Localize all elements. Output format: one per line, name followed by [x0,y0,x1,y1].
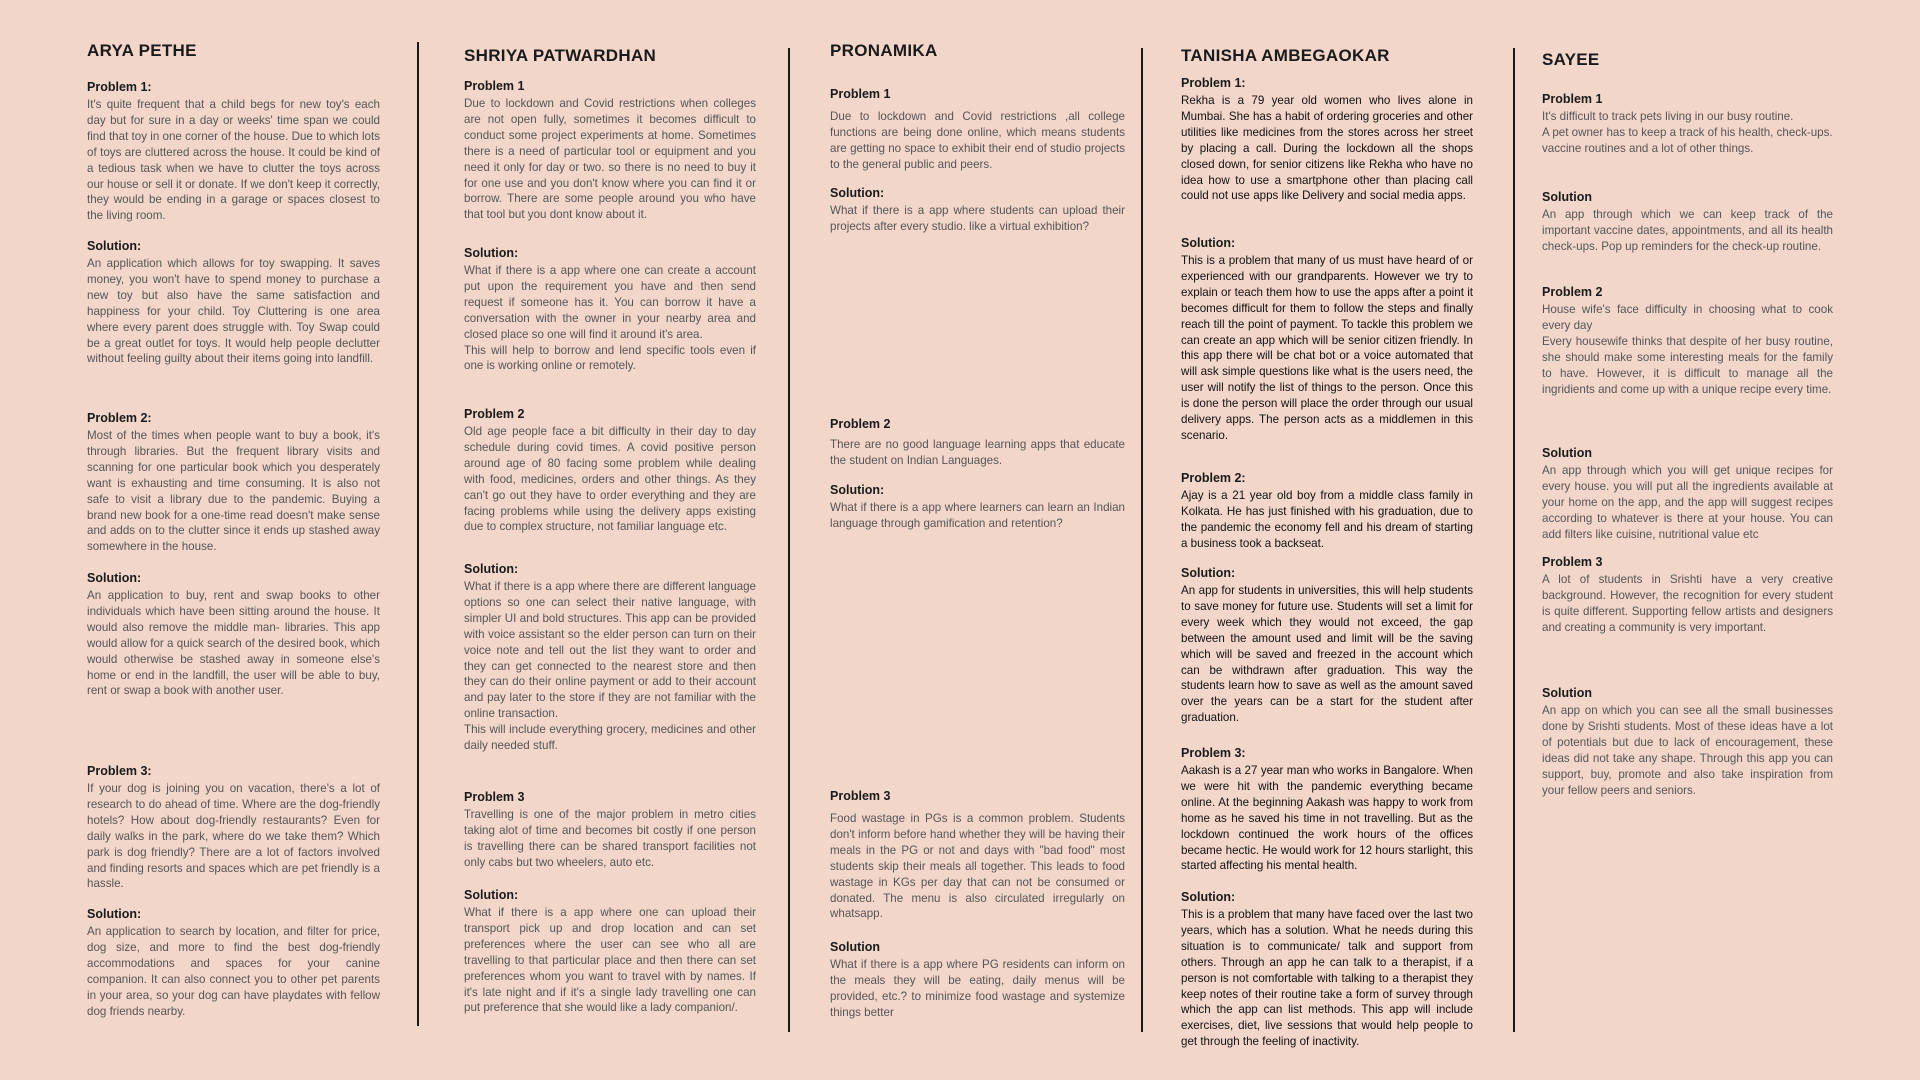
solution-text: What if there is a app where there are different language options so one can select their native language, with simpler UI and bold structures. This app can be provided with voice assistant so the elder person can turn on their voice note and tell out the list they want to order and they can get connected to the nearest store and then they can do their online payment or add to their account and pay later to the store if they are not familiar with the online transaction. This will include everything grocery, medicines and other daily needed stuff. [464,580,756,753]
solution-block [87,571,380,699]
solution-text: What if there is a app where learners can learn an Indian language through gamification and retention? [830,501,1125,530]
solution-label: Solution: [1181,890,1236,904]
solution-block [830,186,1125,235]
problem-label: Problem 2: [1181,471,1246,485]
member-name: PRONAMIKA [830,41,938,60]
problem-text: Due to lockdown and Covid restrictions when colleges are not open fully, sometimes it becomes difficult to conduct some project experiments at home. Sometimes there is a need of particular tool or equipment and you need it only for day or two. so there is no need to buy it for one use and you don't know where you can find it or borrow. There are some people around you who have that tool but you dont know about it. [464,97,756,222]
solution-block [87,907,380,1019]
problem-label: Problem 1: [1181,76,1246,90]
problem-label: Problem 2 [830,417,891,431]
solution-text: What if there is a app where PG residents can inform on the meals they will be eating, daily menus will be provided, etc.? to minimize food wastage and systemize things better [830,958,1125,1019]
solution-label: Solution: [1181,566,1236,580]
solution-label: Solution: [464,562,519,576]
problem-block [87,80,380,224]
solution-block [1542,686,1833,798]
problem-text: A lot of students in Srishti have a very creative background. However, the recognition for every student is quite different. Supporting fellow artists and designers and creating a community is very important. [1542,573,1833,634]
problem-block [830,789,1125,922]
problem-block [464,407,756,535]
solution-block [464,562,756,754]
problem-label: Problem 1 [1542,92,1603,106]
problem-block [464,79,756,223]
solution-label: Solution [1542,446,1592,460]
solution-block [464,888,756,1016]
column-pronamika [830,0,1125,1080]
problem-label: Problem 1: [87,80,152,94]
solution-text: What if there is a app where students can upload their projects after every studio. like a virtual exhibition? [830,204,1125,233]
solution-block [1542,190,1833,255]
problem-label: Problem 3 [464,790,525,804]
problem-block [87,411,380,555]
problem-label: Problem 3 [1542,555,1603,569]
member-name: TANISHA AMBEGAOKAR [1181,46,1390,65]
solution-text: An application to buy, rent and swap books to other individuals which have been sitting around the house. It would also remove the middle man- libraries. This app would allow for a quick search of the desired book, which would otherwise be stashed away in someone else's home or end in the landfill, the user will be able to buy, rent or swap a book with another user. [87,589,380,698]
problem-block [1181,746,1473,874]
solution-text: An app through which we can keep track of the important vaccine dates, appointments, and all its health check-ups. Pop up reminders for the check-up routine. [1542,208,1833,253]
problem-block [830,417,1125,469]
problem-label: Problem 1 [464,79,525,93]
solution-block [464,246,756,374]
solution-text: What if there is a app where one can create a account put upon the requirement you have and then send request if someone has it. You can borrow it have a conversation with the owner in your nearby area and closed place so one will find it around it's area. This will help to borrow and lend specific tools even if one is working online or remotely. [464,264,756,373]
solution-text: An app on which you can see all the small businesses done by Srishti students. Most of these ideas have a lot of potentials but due to lack of encouragement, these ideas did not take any shape. Through this app you can support, buy, promote and also take inspiration from your fellow peers and seniors. [1542,704,1833,797]
solution-label: Solution: [464,246,519,260]
column-sayee [1542,0,1833,1080]
solution-block [830,483,1125,532]
solution-text: An application to search by location, and filter for price, dog size, and more to find the best dog-friendly accommodations and spaces for your canine companion. It can also connect you to other pet parents in your area, so your dog can have playdates with fellow dog friends nearby. [87,925,380,1018]
problem-label: Problem 3: [87,764,152,778]
solution-block [830,940,1125,1021]
solution-block [87,239,380,367]
problem-text: House wife's face difficulty in choosing what to cook every day Every housewife thinks that despite of her busy routine, she should make some interesting meals for the family to have. However, it is difficult to manage all the ingridients and come up with a unique recipe every time. [1542,303,1833,396]
column-divider-1 [417,42,419,1026]
solution-text: An application which allows for toy swapping. It saves money, you won't have to spend money to purchase a new toy but also have the same satisfaction and happiness for your child. Toy Cluttering is one area where every parent does struggle with. Toy Swap could be a great outlet for toys. It would help people declutter without feeling guilty about their items going into landfill. [87,257,380,366]
problem-text: Ajay is a 21 year old boy from a middle class family in Kolkata. He has just finished with his graduation, due to the pandemic the economy fell and his dream of starting a business took a backseat. [1181,489,1473,550]
problem-text: Food wastage in PGs is a common problem. Students don't inform before hand whether they will be having their meals in the PG or not and days with "bad food" most students skip their meals all together. This leads to food wastage in KGs per day that can not be consumed or donated. The menu is also circulated irregularly on whatsapp. [830,812,1125,921]
problem-block [1542,285,1833,397]
problem-text: Rekha is a 79 year old women who lives alone in Mumbai. She has a habit of ordering groceries and other utilities like medicines from the stores across her street by placing a call. During the lockdown all the shops closed down, for senior citizens like Rekha who have no idea how to use a smartphone other than placing call could not use apps like Delivery and social media apps. [1181,94,1473,203]
problem-text: Aakash is a 27 year man who works in Bangalore. When we were hit with the pandemic everything became online. At the beginning Aakash was happy to work from home as he saved his time in not travelling. But as the lockdown continued the work hours of the offices became hectic. He would work for 12 hours starlight, this started affecting his mental health. [1181,764,1473,873]
solution-label: Solution: [830,483,885,497]
problem-block [830,87,1125,173]
solution-block [1181,236,1473,444]
column-arya-pethe [87,0,380,1080]
problem-label: Problem 3: [1181,746,1246,760]
solution-label: Solution [830,940,880,954]
problem-block [1181,471,1473,552]
problem-block [87,764,380,892]
solution-label: Solution: [87,907,142,921]
member-name: ARYA PETHE [87,41,197,60]
problem-label: Problem 1 [830,87,891,101]
problem-label: Problem 3 [830,789,891,803]
solution-text: An app through which you will get unique recipes for every house. you will put all the ingredients available at your home on the app, and the app will suggest recipes according to whatever is there at your house. You can add filters like cuisine, nutritional value etc [1542,464,1833,541]
solution-label: Solution [1542,686,1592,700]
solution-label: Solution: [830,186,885,200]
solution-text: This is a problem that many of us must have heard of or experienced with our grandparents. However we try to explain or teach them how to use the apps after a point it becomes difficult for them to follow the steps and finally reach till the point of payment. To tackle this problem we can create an app which will be senior citizen friendly. In this app there will be chat bot or a voice automated that will ask simple questions like what is the users need, the user will notify the list of things to the person. Once this is done the person will place the order through our usual delivery apps. The person acts as a middlemen in this scenario. [1181,254,1473,442]
solution-text: This is a problem that many have faced over the last two years, which has a solution. What he needs during this situation is to communicate/ talk and support from others. Through an app he can talk to a therapist, if a person is not comfortable with talking to a therapist they keep notes of their routine take a form of survey through which the app can list methods. This app will include exercises, diet, live sessions that would help people to get through the feeling of inactivity. [1181,908,1473,1049]
problem-text: It's quite frequent that a child begs for new toy's each day but for sure in a day or weeks' time span we could find that toy in one corner of the house. Due to which lots of toys are cluttered across the house. It could be kind of a tedious task when we have to clutter the toys across our house or sell it or donate. If we don't keep it correctly, they would be ending in a garage or spaces closest to the living room. [87,98,380,223]
problem-text: If your dog is joining you on vacation, there's a lot of research to do ahead of time. Where are the dog-friendly hotels? How about dog-friendly restaurants? Even for daily walks in the park, where do we take them? Which park is dog friendly? There are a lot of factors involved and finding resorts and spaces which are pet friendly is a hassle. [87,782,380,891]
column-divider-3 [1141,48,1143,1032]
problem-block [1181,76,1473,204]
solution-block [1542,446,1833,543]
problem-text: There are no good language learning apps that educate the student on Indian Languages. [830,438,1125,467]
solution-block [1181,890,1473,1050]
solution-label: Solution: [464,888,519,902]
solution-block [1181,566,1473,726]
problem-text: It's difficult to track pets living in our busy routine. A pet owner has to keep a track of his health, check-ups. vaccine routines and a lot of other things. [1542,110,1833,155]
problem-label: Problem 2 [464,407,525,421]
solution-label: Solution [1542,190,1592,204]
solution-text: An app for students in universities, this will help students to save money for future use. Students will set a limit for every week which they would not exceed, the gap between the amount used and limit will be the saving which will be saved and freezed in the account which can be withdrawn after graduation. This way the students learn how to save as well as the amount saved over the years can be a start for the student after graduation. [1181,584,1473,725]
column-divider-2 [788,48,790,1032]
solution-text: What if there is a app where one can upload their transport pick up and drop location and can set preferences where the user can see who all are travelling to that particular place and then there can set preferences whom you want to travel with by names. If it's late night and if it's a single lady travelling one can put preference that she would like a lady companion/. [464,906,756,1015]
problem-block [464,790,756,871]
problem-text: Due to lockdown and Covid restrictions ,all college functions are being done online, which means students are getting no space to exhibit their end of studio projects to the general public and peers. [830,110,1125,171]
solution-label: Solution: [87,239,142,253]
solution-label: Solution: [1181,236,1236,250]
problem-label: Problem 2: [87,411,152,425]
problem-block [1542,92,1833,157]
column-tanisha-ambegaokar [1181,0,1473,1080]
problem-text: Travelling is one of the major problem in metro cities taking alot of time and becomes bit costly if one person is travelling there can be shared transport facilities not only cabs but two wheelers, auto etc. [464,808,756,869]
solution-label: Solution: [87,571,142,585]
column-divider-4 [1513,48,1515,1032]
member-name: SHRIYA PATWARDHAN [464,46,657,65]
column-shriya-patwardhan [464,0,756,1080]
problem-text: Old age people face a bit difficulty in their day to day schedule during covid times. A covid positive person around age of 80 facing some problem while dealing with food, medicines, orders and other things. As they can't go out they have to order everything and they are facing problems while using the delivery apps existing due to complex structure, not familiar language etc. [464,425,756,534]
member-name: SAYEE [1542,50,1600,69]
problem-label: Problem 2 [1542,285,1603,299]
problem-text: Most of the times when people want to buy a book, it's through libraries. But the frequent library visits and scanning for one particular book which you desperately want is exhausting and time consuming. It is also not safe to visit a library due to the pandemic. Buying a brand new book for a one-time read doesn't make sense and adds on to the clutter since it ends up stashed away somewhere in the house. [87,429,380,554]
problem-block [1542,555,1833,636]
